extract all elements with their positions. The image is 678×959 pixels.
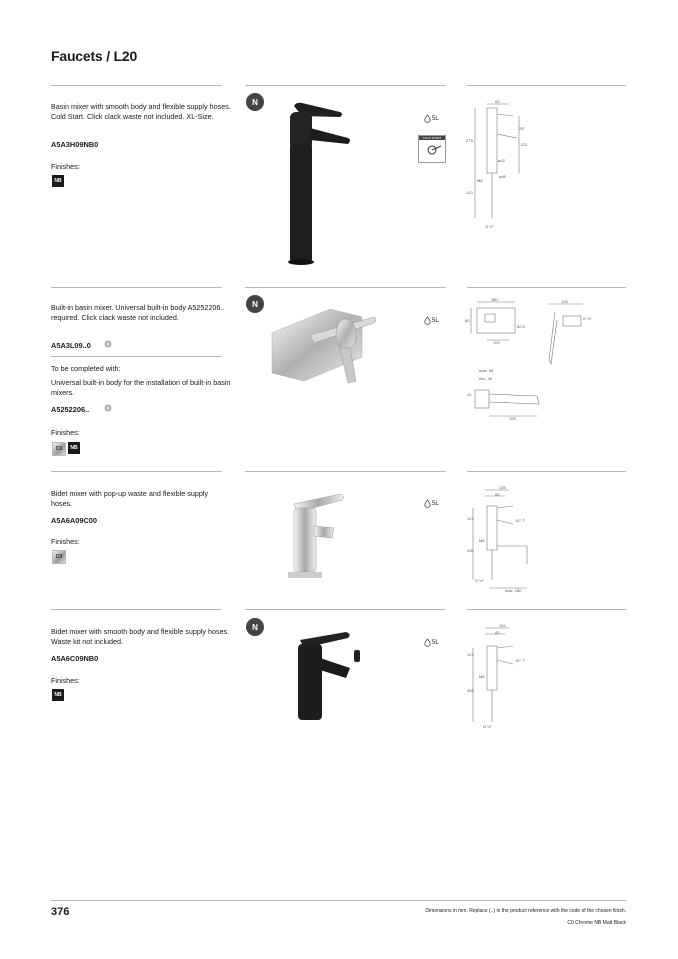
technical-drawing-p4 bbox=[465, 624, 565, 734]
cold-start-label: COLD START bbox=[419, 136, 445, 140]
finish-swatch-nb: NB bbox=[52, 689, 64, 701]
section-divider bbox=[51, 356, 222, 357]
product-description: Basin mixer with smooth body and flexible supply hoses. Cold Start. Click clack waste not included. XL-Size. bbox=[51, 102, 231, 121]
dim-label: 125 bbox=[561, 299, 568, 304]
water-drop-icon bbox=[424, 639, 431, 647]
finish-swatch-c0: C0 bbox=[52, 442, 66, 456]
technical-drawing-p2 bbox=[465, 298, 605, 423]
finishes-label: Finishes: bbox=[51, 537, 80, 546]
dim-label: 42 bbox=[467, 392, 472, 397]
water-drop-icon bbox=[424, 317, 431, 325]
completion-code: A5252206.. bbox=[51, 405, 90, 414]
page-number: 376 bbox=[51, 906, 70, 918]
product-code: A5A3L09..0 bbox=[51, 341, 91, 350]
product-description: Built-in basin mixer. Universal built-in body A5252206.. required. Click clack waste not included. bbox=[51, 303, 225, 322]
page-title: Faucets / L20 bbox=[51, 48, 138, 64]
section-divider bbox=[245, 609, 446, 610]
dim-label: 83 bbox=[495, 492, 500, 497]
footer-divider bbox=[51, 900, 626, 901]
new-badge: N bbox=[246, 618, 264, 636]
technical-drawing-p1 bbox=[465, 100, 565, 235]
dim-label: ø49 bbox=[499, 174, 506, 179]
section-divider bbox=[245, 471, 446, 472]
finishes-label: Finishes: bbox=[51, 162, 80, 171]
section-divider bbox=[245, 85, 446, 86]
dim-label: 221 bbox=[521, 142, 528, 147]
completion-description: Universal built-in body for the installation of built-in basin mixers. bbox=[51, 378, 231, 397]
flow-rate-value: 5L bbox=[432, 501, 439, 507]
section-divider bbox=[51, 609, 222, 610]
section-divider bbox=[467, 85, 626, 86]
finish-swatch-nb: NB bbox=[52, 175, 64, 187]
dim-label: 15° 7' bbox=[515, 658, 526, 663]
finish-swatch-nb: NB bbox=[68, 442, 80, 454]
dim-label: G ½" bbox=[475, 578, 484, 583]
cold-start-badge bbox=[418, 135, 446, 163]
new-badge: N bbox=[246, 295, 264, 313]
universal-body-icon bbox=[104, 404, 112, 412]
flow-rate-value: 5L bbox=[432, 640, 439, 646]
cold-start-lever-icon bbox=[419, 140, 445, 160]
section-divider bbox=[51, 287, 222, 288]
dim-label: 83 bbox=[495, 630, 500, 635]
dim-label: 121 bbox=[467, 652, 474, 657]
built-in-basin-mixer-image bbox=[270, 305, 390, 395]
section-divider bbox=[245, 287, 446, 288]
dim-label: 100 bbox=[493, 340, 500, 345]
product-code: A5A6C09NB0 bbox=[51, 654, 99, 663]
product-code: A5A3H09NB0 bbox=[51, 140, 99, 149]
dim-label: 105 bbox=[499, 485, 506, 490]
flow-rate-value: 5L bbox=[432, 318, 439, 324]
finishes-label: Finishes: bbox=[51, 676, 80, 685]
dim-label: 121 bbox=[467, 516, 474, 521]
product-description: Bidet mixer with smooth body and flexible supply hoses. Waste kit not included. bbox=[51, 627, 230, 646]
dim-label: min. 40 bbox=[479, 376, 493, 381]
bidet-mixer-pop-up-image bbox=[282, 490, 362, 585]
dim-label: 15° 7' bbox=[515, 518, 526, 523]
product-code: A5A6A09C00 bbox=[51, 516, 98, 525]
finishes-label: Finishes: bbox=[51, 428, 80, 437]
section-divider bbox=[467, 609, 626, 610]
basin-mixer-xl-image bbox=[280, 100, 360, 270]
dim-label: 355 bbox=[467, 688, 474, 693]
dim-label: G ½" bbox=[485, 224, 494, 229]
dim-label: 82,5 bbox=[517, 324, 525, 329]
water-drop-icon bbox=[424, 115, 431, 123]
flow-rate-badge bbox=[424, 317, 439, 325]
section-divider bbox=[467, 471, 626, 472]
section-divider bbox=[51, 85, 222, 86]
technical-drawing-p3 bbox=[465, 486, 565, 596]
dim-label: M8 bbox=[479, 538, 485, 543]
flow-rate-badge bbox=[424, 500, 439, 508]
dim-label: max. 65 bbox=[479, 368, 494, 373]
dim-label: 63 bbox=[495, 99, 500, 104]
dim-label: 80 bbox=[465, 318, 470, 323]
bidet-mixer-black-image bbox=[290, 628, 370, 728]
dim-label: G ½" bbox=[583, 316, 592, 321]
section-divider bbox=[51, 471, 222, 472]
water-drop-icon bbox=[424, 500, 431, 508]
dim-label: 180 bbox=[491, 297, 498, 302]
flow-rate-badge bbox=[424, 639, 439, 647]
dim-label: 430 bbox=[467, 548, 474, 553]
finish-legend: C0 Chrome NB Matt Black bbox=[567, 920, 626, 926]
universal-body-icon bbox=[104, 340, 112, 348]
dim-label: 195 bbox=[509, 416, 516, 421]
product-description: Bidet mixer with pop-up waste and flexible supply hoses. bbox=[51, 489, 209, 508]
finish-swatch-c0: C0 bbox=[52, 550, 66, 564]
dim-label: 104 bbox=[499, 623, 506, 628]
flow-rate-value: 5L bbox=[432, 116, 439, 122]
dim-label: M8 bbox=[479, 674, 485, 679]
dim-label: ø42 bbox=[498, 158, 505, 163]
dim-label: max. 160 bbox=[505, 588, 522, 593]
dim-label: 25° bbox=[519, 126, 526, 131]
footer-note: Dimensions in mm. Replace (..) in the product reference with the code of the chosen finish. bbox=[425, 908, 626, 914]
dim-label: 410 bbox=[466, 190, 473, 195]
new-badge: N bbox=[246, 93, 264, 111]
flow-rate-badge bbox=[424, 115, 439, 123]
completion-label: To be completed with: bbox=[51, 364, 121, 373]
dim-label: G ½" bbox=[483, 724, 492, 729]
dim-label: M8 bbox=[477, 178, 483, 183]
dim-label: 273 bbox=[466, 138, 473, 143]
section-divider bbox=[467, 287, 626, 288]
